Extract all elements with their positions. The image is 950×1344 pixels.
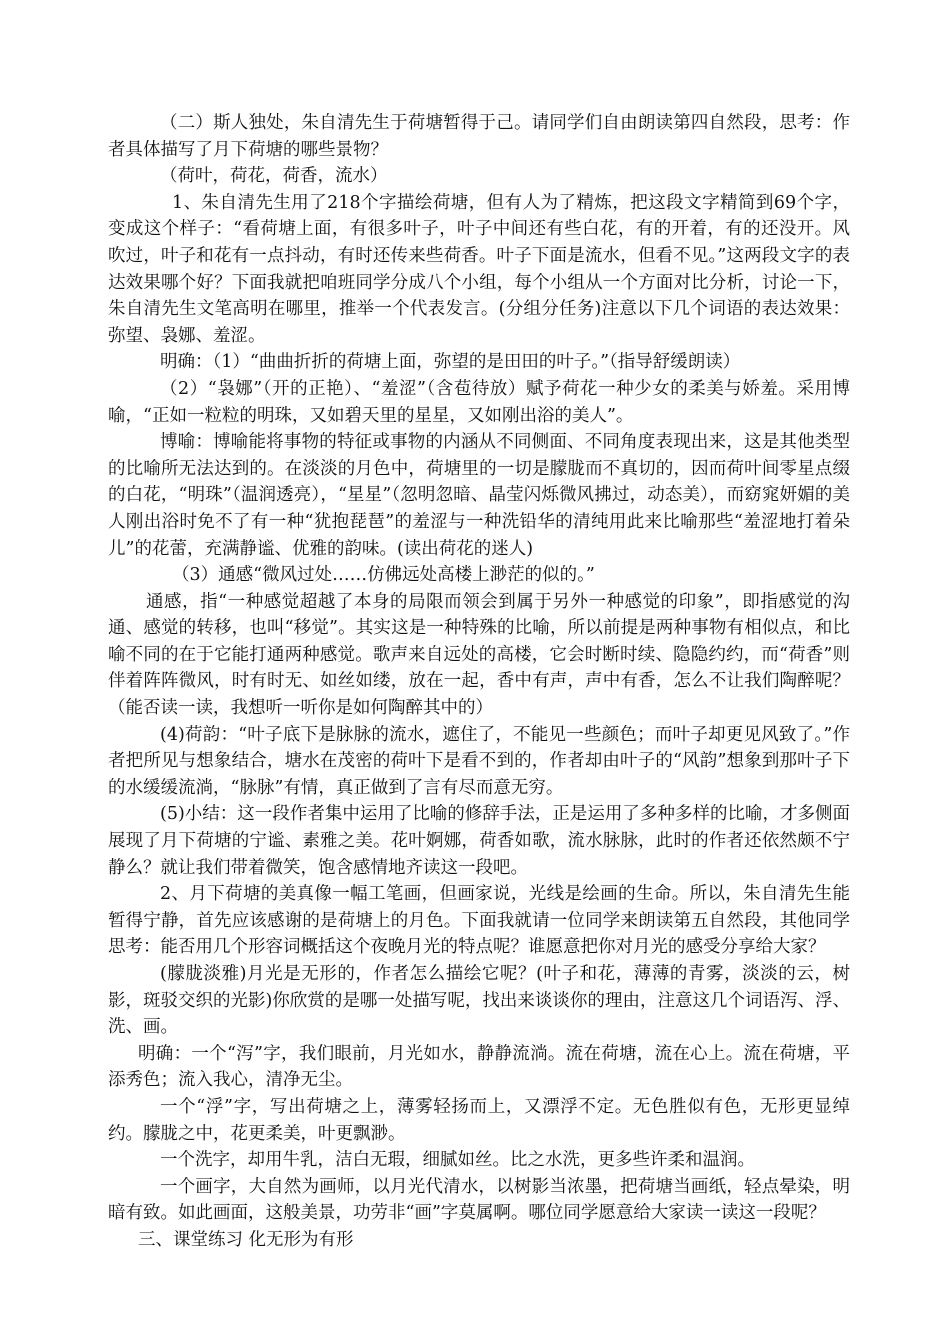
paragraph-answer-scenery: （荷叶，荷花，荷香，流水）: [160, 166, 388, 187]
paragraph-clarify-4: (4)荷韵：“叶子底下是脉脉的流水，遮住了，不能见一些颜色；而叶子却更见风致了。”作者把所见与想象结合，塘水在茂密的荷叶下是看不到的，作者却由叶子的“风韵”想象到那叶子下的水缓缓流淌，“脉脉”有情，真正做到了言有尽而意无穷。: [108, 724, 850, 798]
paragraph-clarify-3: （3）通感“微风过处……仿佛远处高楼上渺茫的似的。”: [172, 565, 595, 586]
paragraph-fu: 一个“浮”字，写出荷塘之上，薄雾轻扬而上，又漂浮不定。无色胜似有色，无形更显绰约。朦胧之中，花更柔美，叶更飘渺。: [108, 1096, 850, 1144]
paragraph-xi: 一个洗字，却用牛乳，洁白无瑕，细腻如丝。比之水洗，更多些许柔和温润。: [160, 1150, 755, 1171]
paragraph-clarify-5: (5)小结：这一段作者集中运用了比喻的修辞手法，正是运用了多种多样的比喻，才多侧面展现了月下荷塘的宁谧、素雅之美。花叶婀娜，荷香如歌，流水脉脉，此时的作者还依然颇不宁静么？就让我们带着微笑，饱含感情地齐读这一段吧。: [108, 804, 850, 878]
paragraph-hua: 一个画字，大自然为画师，以月光代清水，以树影当浓墨，把荷塘当画纸，轻点晕染，明暗有致。如此画面，这般美景，功劳非“画”字莫属啊。哪位同学愿意给大家读一读这一段呢？: [108, 1176, 850, 1224]
paragraph-boyu: 博喻：博喻能将事物的特征或事物的内涵从不同侧面、不同角度表现出来，这是其他类型的比喻所无法达到的。在淡淡的月色中，荷塘里的一切是朦胧而不真切的，因而荷叶间零星点缀的白花，“明珠”（温润透亮），“星星”（忽明忽暗、晶莹闪烁微风拂过，动态美），而窈窕妍媚的美人刚出浴时免不了有一种“犹抱琵琶”的羞涩与一种洗铅华的清纯用此来比喻那些“羞涩地打着朵儿”的花蕾，充满静谧、优雅的韵味。(读出荷花的迷人): [108, 432, 850, 559]
document-body: [108, 110, 850, 1254]
paragraph-tonggan: 通感，指“一种感觉超越了本身的局限而领会到属于另外一种感觉的印象”，即指感觉的沟通、感觉的转移，也叫“移觉”。其实这是一种特殊的比喻，所以前提是两种事物有相似点，和比喻不同的在于它能打通两种感觉。歌声来自远处的高楼，它会时断时续、隐隐约约，而“荷香”则伴着阵阵微风，时有时无、如丝如缕，放在一起，香中有声，声中有香，怎么不让我们陶醉呢？（能否读一读，我想听一听你是如何陶醉其中的）: [108, 591, 850, 719]
paragraph-clarify-1: 明确：（1）“曲曲折折的荷塘上面，弥望的是田田的叶子。”（指导舒缓朗读）: [160, 352, 741, 373]
paragraph-xie: 明确：一个“泻”字，我们眼前，月光如水，静静流淌。流在荷塘，流在心上。流在荷塘，平添秀色；流入我心，清净无尘。: [108, 1043, 850, 1091]
paragraph-question-one: 1、朱自清先生用了218个字描绘荷塘，但有人为了精炼，把这段文字精简到69个字，变成这个样子：“看荷塘上面，有很多叶子，叶子中间还有些白花，有的开着，有的还没开。风吹过，叶子和花有一点抖动，有时还传来些荷香。叶子下面是流水，但看不见。”这两段文字的表达效果哪个好？下面我就把咱班同学分成八个小组，每个小组从一个方面对比分析，讨论一下，朱自清先生文笔高明在哪里，推举一个代表发言。(分组分任务)注意以下几个词语的表达效果：弥望、袅娜、羞涩。: [108, 192, 850, 346]
paragraph-moonlight: (朦胧淡雅)月光是无形的，作者怎么描绘它呢？(叶子和花，薄薄的青雾，淡淡的云，树影，斑驳交织的光影)你欣赏的是哪一处描写呢，找出来谈谈你的理由，注意这几个词语泻、浮、洗、画。: [108, 964, 850, 1038]
paragraph-section-two: （二）斯人独处，朱自清先生于荷塘暂得于己。请同学们自由朗读第四自然段，思考：作者具体描写了月下荷塘的哪些景物？: [108, 113, 850, 160]
section-heading-exercise: 三、课堂练习 化无形为有形: [138, 1229, 354, 1250]
paragraph-question-two: 2、月下荷塘的美真像一幅工笔画，但画家说，光线是绘画的生命。所以，朱自清先生能暂得宁静，首先应该感谢的是荷塘上的月色。下面我就请一位同学来朗读第五自然段，其他同学思考：能否用几个形容词概括这个夜晚月光的特点呢？谁愿意把你对月光的感受分享给大家？: [108, 884, 850, 958]
paragraph-clarify-2: （2）“袅娜”（开的正艳）、“羞涩”（含苞待放）赋予荷花一种少女的柔美与娇羞。采用博喻，“正如一粒粒的明珠，又如碧天里的星星，又如刚出浴的美人”。: [108, 378, 850, 426]
